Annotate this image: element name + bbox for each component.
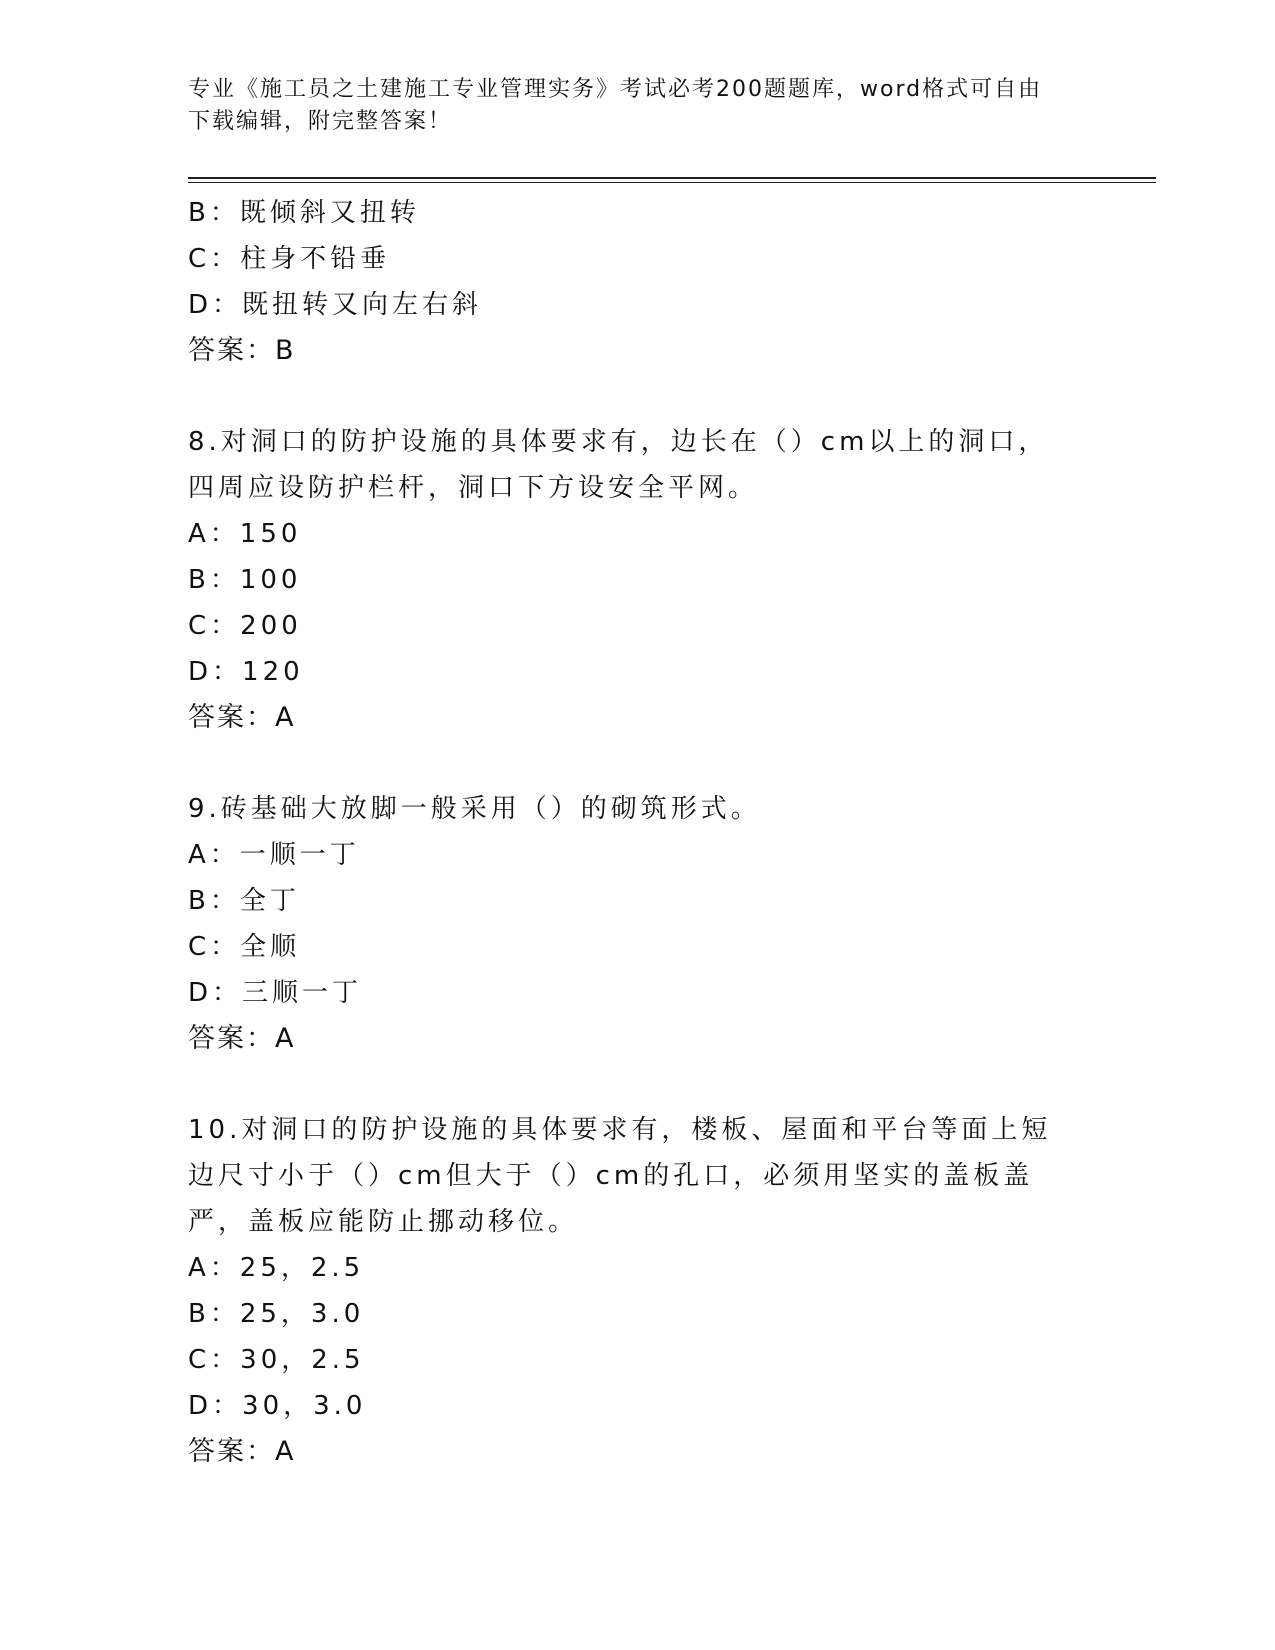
option-b: B：既倾斜又扭转 xyxy=(188,198,420,228)
answer: 答案：A xyxy=(188,1023,296,1054)
option-c: C：柱身不铅垂 xyxy=(188,244,391,274)
option-d: D：既扭转又向左右斜 xyxy=(188,290,483,320)
question-list xyxy=(188,190,1088,1475)
option-d: D：三顺一丁 xyxy=(188,978,363,1008)
question-8 xyxy=(188,419,1088,741)
answer: 答案：A xyxy=(188,1436,296,1467)
question-text: 8.对洞口的防护设施的具体要求有，边长在（）cm以上的洞口，四周应设防护栏杆，洞口下方设安全平网。 xyxy=(188,427,1049,503)
option-a: A：25，2.5 xyxy=(188,1253,365,1283)
option-c: C：200 xyxy=(188,611,302,641)
answer: 答案：B xyxy=(188,335,296,366)
option-b: B：全丁 xyxy=(188,886,300,916)
header-rule-thin xyxy=(188,182,1156,183)
header-rule-thick xyxy=(188,177,1156,179)
option-a: A：150 xyxy=(188,519,302,549)
question-7-tail xyxy=(188,190,1088,374)
option-d: D：120 xyxy=(188,657,304,687)
document-header xyxy=(188,74,1088,138)
question-text: 10.对洞口的防护设施的具体要求有，楼板、屋面和平台等面上短边尺寸小于（）cm但大于（）cm的孔口，必须用坚实的盖板盖严，盖板应能防止挪动移位。 xyxy=(188,1115,1052,1237)
option-d: D：30，3.0 xyxy=(188,1391,367,1421)
option-b: B：25，3.0 xyxy=(188,1299,365,1329)
option-a: A：一顺一丁 xyxy=(188,840,360,870)
question-10 xyxy=(188,1107,1088,1475)
answer: 答案：A xyxy=(188,702,296,733)
header-line-1: 专业《施工员之土建施工专业管理实务》考试必考200题题库，word格式可自由 xyxy=(188,77,1043,102)
option-c: C：30，2.5 xyxy=(188,1345,365,1375)
question-9 xyxy=(188,786,1088,1062)
option-b: B：100 xyxy=(188,565,302,595)
option-c: C：全顺 xyxy=(188,932,301,962)
question-text: 9.砖基础大放脚一般采用（）的砌筑形式。 xyxy=(188,794,761,824)
header-line-2: 下载编辑，附完整答案！ xyxy=(188,109,453,134)
